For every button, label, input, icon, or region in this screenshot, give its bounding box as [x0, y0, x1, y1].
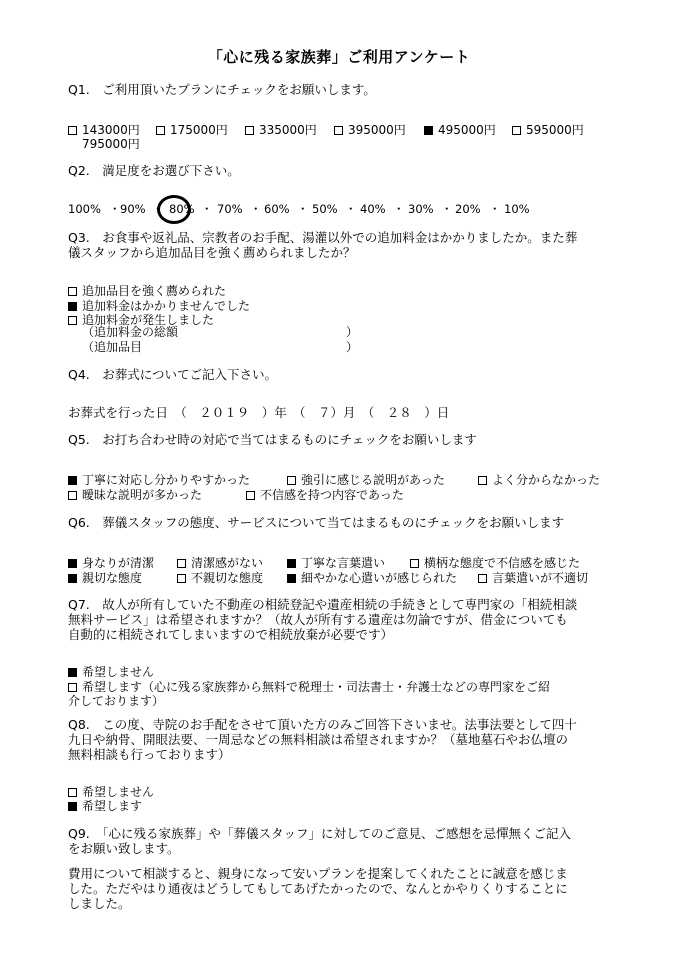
checkbox[interactable]: [245, 126, 254, 135]
checkbox[interactable]: [68, 491, 77, 500]
checkbox[interactable]: [246, 491, 255, 500]
scale-10[interactable]: 10%: [504, 202, 530, 216]
checkbox-checked[interactable]: [68, 668, 77, 677]
q5-question: Q5. お打ち合わせ時の対応で当てはまるものにチェックをお願いします: [68, 432, 477, 447]
q7-option-decline[interactable]: 希望しません: [68, 665, 154, 680]
q4-question: Q4. お葬式についてご記入下さい。: [68, 367, 278, 382]
q6-option-clean[interactable]: 身なりが清潔: [68, 556, 154, 571]
checkbox[interactable]: [177, 559, 186, 568]
q7-option-request-cont: 介しております）: [68, 694, 165, 708]
scale-70[interactable]: 70%: [217, 202, 243, 216]
q1-option-335000[interactable]: 335000円: [245, 123, 317, 138]
scale-60[interactable]: 60%: [264, 202, 290, 216]
checkbox-checked[interactable]: [424, 126, 433, 135]
scale-dot: ・: [393, 202, 405, 216]
q3-question-line2: 儀スタッフから追加品目を強く薦められましたか？: [68, 245, 356, 260]
checkbox-checked[interactable]: [68, 302, 77, 311]
scale-50[interactable]: 50%: [312, 202, 338, 216]
q6-option-unclean[interactable]: 清潔感がない: [177, 556, 263, 571]
q8-question-line1: Q8. この度、寺院のお手配をさせて頂いた方のみご回答下さいませ。法事法要として四十: [68, 717, 577, 732]
q6-question: Q6. 葬儀スタッフの態度、サービスについて当てはまるものにチェックをお願いします: [68, 515, 565, 530]
scale-dot: ・: [489, 202, 501, 216]
checkbox[interactable]: [410, 559, 419, 568]
q8-question-line3: 無料相談も行っております）: [68, 747, 231, 762]
scale-30[interactable]: 30%: [408, 202, 434, 216]
q5-option-unclear[interactable]: よく分からなかった: [478, 473, 600, 488]
scale-dot: ・: [250, 202, 262, 216]
q1-option-175000[interactable]: 175000円: [156, 123, 228, 138]
q7-question-line1: Q7. 故人が所有していた不動産の相続登記や遺産相続の手続きとして専門家の「相続相談: [68, 597, 578, 612]
q8-option-request[interactable]: 希望します: [68, 799, 142, 814]
q5-option-distrust[interactable]: 不信感を持つ内容であった: [246, 488, 404, 503]
q3-extra-items-field[interactable]: （追加品目 ）: [82, 340, 359, 354]
checkbox[interactable]: [334, 126, 343, 135]
scale-90[interactable]: 90%: [120, 202, 146, 216]
scale-dot: ・: [297, 202, 309, 216]
q6-option-unkind[interactable]: 不親切な態度: [177, 571, 263, 586]
checkbox-checked[interactable]: [68, 802, 77, 811]
q2-question: Q2. 満足度をお選び下さい。: [68, 163, 240, 178]
checkbox[interactable]: [287, 476, 296, 485]
q3-option-strongly-recommended[interactable]: 追加品目を強く薦められた: [68, 284, 226, 299]
q7-question-line3: 自動的に相続されてしまいますので相続放棄が必要です）: [68, 627, 394, 642]
q1-option-143000[interactable]: 143000円: [68, 123, 140, 138]
scale-dot: ・: [201, 202, 213, 216]
checkbox[interactable]: [512, 126, 521, 135]
checkbox[interactable]: [68, 287, 77, 296]
q1-question: Q1. ご利用頂いたプランにチェックをお願いします。: [68, 82, 376, 97]
page-title: 「心に残る家族葬」ご利用アンケート: [207, 48, 471, 66]
checkbox[interactable]: [177, 574, 186, 583]
checkbox-checked[interactable]: [287, 574, 296, 583]
q9-answer-line1[interactable]: 費用について相談すると、親身になって安いプランを提案してくれたことに誠意を感じま: [68, 866, 568, 881]
checkbox-checked[interactable]: [68, 574, 77, 583]
checkbox-checked[interactable]: [68, 476, 77, 485]
q6-option-improper-language[interactable]: 言葉遣いが不適切: [478, 571, 588, 586]
q5-option-vague[interactable]: 曖昧な説明が多かった: [68, 488, 202, 503]
checkbox[interactable]: [68, 126, 77, 135]
checkbox-checked[interactable]: [287, 559, 296, 568]
q1-option-495000[interactable]: 495000円: [424, 123, 496, 138]
scale-100[interactable]: 100%: [68, 202, 101, 216]
q9-question-line1: Q9. 「心に残る家族葬」や「葬儀スタッフ」に対してのご意見、ご感想を忌憚無くご記入: [68, 826, 572, 841]
q8-option-decline[interactable]: 希望しません: [68, 785, 154, 800]
checkbox-checked[interactable]: [68, 559, 77, 568]
q9-answer-line3[interactable]: しました。: [68, 896, 131, 911]
q7-option-request[interactable]: 希望します（心に残る家族葬から無料で税理士・司法書士・弁護士などの専門家をご紹: [68, 680, 550, 695]
checkbox[interactable]: [478, 476, 487, 485]
q3-extra-total-field[interactable]: （追加料金の総額 ）: [82, 325, 359, 339]
scale-dot: ・: [109, 202, 121, 216]
q1-option-595000[interactable]: 595000円: [512, 123, 584, 138]
q3-option-extra-fee[interactable]: 追加料金が発生しました: [68, 313, 214, 328]
q5-option-polite-clear[interactable]: 丁寧に対応し分かりやすかった: [68, 473, 250, 488]
scale-20[interactable]: 20%: [455, 202, 481, 216]
q5-option-pushy[interactable]: 強引に感じる説明があった: [287, 473, 445, 488]
checkbox[interactable]: [156, 126, 165, 135]
q6-option-polite-language[interactable]: 丁寧な言葉遣い: [287, 556, 385, 571]
q8-question-line2: 九日や納骨、開眼法要、一周忌などの無料相談は希望されますか？（墓地墓石やお仏壇の: [68, 732, 569, 747]
q1-option-395000[interactable]: 395000円: [334, 123, 406, 138]
q6-option-attentive[interactable]: 細やかな心遣いが感じられた: [287, 571, 457, 586]
scale-dot: ・: [441, 202, 453, 216]
q9-answer-line2[interactable]: した。ただやはり通夜はどうしてもしてあげたかったので、なんとかやりくりすることに: [68, 881, 568, 896]
checkbox[interactable]: [478, 574, 487, 583]
checkbox[interactable]: [68, 788, 77, 797]
checkbox[interactable]: [68, 683, 77, 692]
q4-funeral-date[interactable]: お葬式を行った日 （ ２０１９ ）年 （ ７）月 （ ２８ ）日: [68, 405, 450, 420]
q6-option-arrogant[interactable]: 横柄な態度で不信感を感じた: [410, 556, 580, 571]
scale-80[interactable]: 80%: [169, 202, 195, 216]
selected-circle-mark: [157, 195, 191, 224]
q3-option-no-extra-fee[interactable]: 追加料金はかかりませんでした: [68, 299, 250, 314]
q9-question-line2: をお願い致します。: [68, 841, 180, 856]
q3-question-line1: Q3. お食事や返礼品、宗教者のお手配、湯灌以外での追加料金はかかりましたか。また葬: [68, 230, 578, 245]
scale-dot: ・: [152, 202, 164, 216]
q7-question-line2: 無料サービス」は希望されますか？（故人が所有する遺産は勿論ですが、借金についても: [68, 612, 568, 627]
q1-option-795000[interactable]: 795000円: [82, 137, 140, 151]
checkbox[interactable]: [68, 316, 77, 325]
scale-40[interactable]: 40%: [360, 202, 386, 216]
q6-option-kind[interactable]: 親切な態度: [68, 571, 142, 586]
scale-dot: ・: [345, 202, 357, 216]
